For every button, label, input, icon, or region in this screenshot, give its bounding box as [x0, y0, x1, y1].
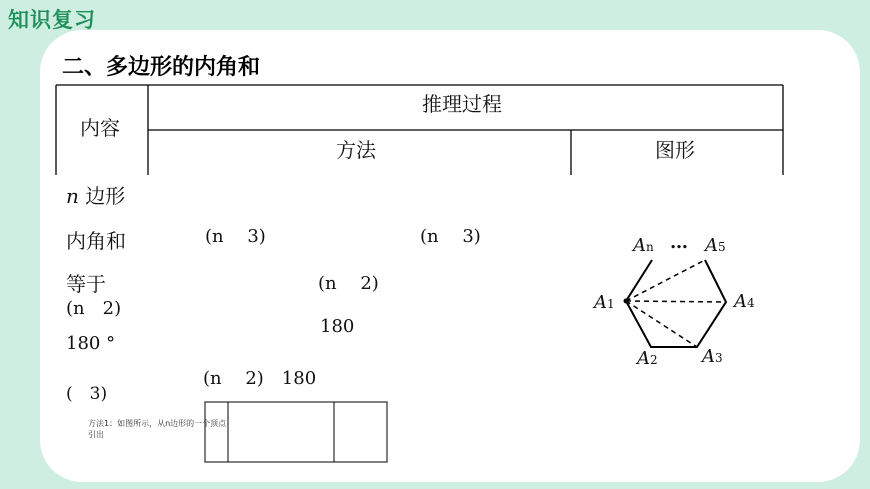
label-a5: A5 — [705, 235, 726, 256]
header-title: 知识复习 — [8, 8, 96, 32]
left-line-1-text: 边形 — [85, 184, 126, 208]
label-a3: A3 — [702, 346, 723, 367]
label-an: An — [633, 235, 654, 256]
col-content-header: 内容 — [80, 116, 120, 140]
col-figure-header: 图形 — [655, 138, 695, 162]
section-title: 二、多边形的内角和 — [62, 55, 261, 80]
label-a1: A1 — [594, 292, 615, 313]
note-line-2: 引出 — [88, 430, 104, 439]
formula-5: (n 2) 180 — [203, 368, 317, 389]
left-line-4: (n 2) — [66, 298, 122, 319]
left-line-6: ( 3) — [66, 384, 108, 404]
left-line-2: 内角和 — [66, 229, 126, 253]
col-method-header: 方法 — [336, 138, 376, 162]
formula-4: 180 — [320, 316, 355, 337]
label-a4: A4 — [734, 291, 755, 312]
note-line-1: 方法1：如图所示，从n边形的一个顶点 — [88, 419, 227, 428]
label-a2: A2 — [637, 348, 658, 369]
left-line-1-var: n — [66, 184, 79, 208]
left-line-5: 180 ° — [66, 333, 116, 354]
formula-3: (n 2) — [318, 273, 379, 294]
label-ellipsis: … — [670, 232, 688, 253]
formula-1: (n 3) — [205, 226, 266, 247]
col-reasoning-header: 推理过程 — [422, 92, 502, 116]
left-line-3: 等于 — [66, 272, 106, 296]
formula-2: (n 3) — [420, 226, 481, 247]
left-line-1 — [66, 180, 125, 209]
